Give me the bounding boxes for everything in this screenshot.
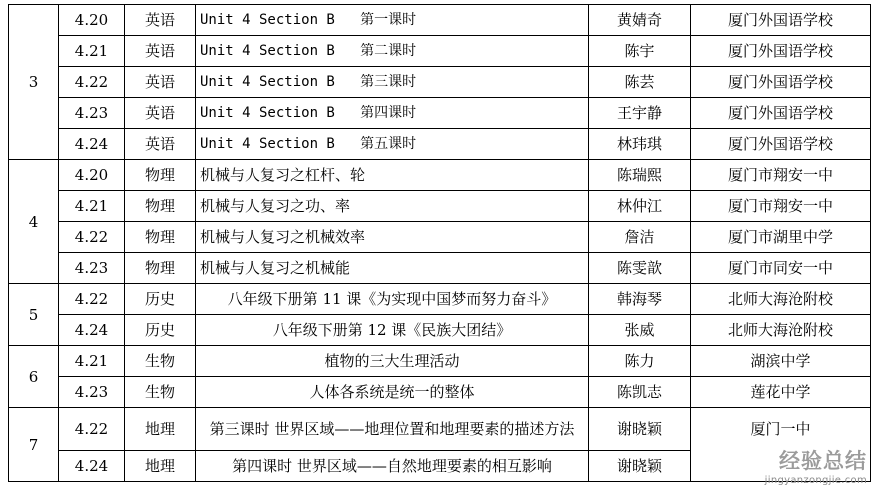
table-row	[9, 160, 871, 191]
date-cell: 4.22	[59, 408, 125, 451]
teacher-cell: 林玮琪	[589, 129, 691, 160]
subject-cell: 物理	[125, 160, 196, 191]
subject-cell: 历史	[125, 315, 196, 346]
group-number: 6	[9, 346, 59, 408]
school-cell: 厦门外国语学校	[691, 36, 871, 67]
lesson-title-cell: Unit 4 Section B 第五课时	[196, 129, 589, 160]
subject-cell: 地理	[125, 451, 196, 482]
school-cell: 厦门市同安一中	[691, 253, 871, 284]
table-row	[9, 36, 871, 67]
lesson-title-cell: 第四课时 世界区域——自然地理要素的相互影响	[196, 451, 589, 482]
school-cell: 厦门市翔安一中	[691, 191, 871, 222]
subject-cell: 英语	[125, 98, 196, 129]
teacher-cell: 陈凯志	[589, 377, 691, 408]
date-cell: 4.20	[59, 5, 125, 36]
teacher-cell: 谢晓颖	[589, 408, 691, 451]
teacher-cell: 詹洁	[589, 222, 691, 253]
school-cell: 湖滨中学	[691, 346, 871, 377]
date-cell: 4.23	[59, 253, 125, 284]
subject-cell: 历史	[125, 284, 196, 315]
date-cell: 4.21	[59, 36, 125, 67]
date-cell: 4.22	[59, 67, 125, 98]
teacher-cell: 陈力	[589, 346, 691, 377]
subject-cell: 英语	[125, 36, 196, 67]
lesson-title-cell: 机械与人复习之杠杆、轮	[196, 160, 589, 191]
subject-cell: 物理	[125, 191, 196, 222]
date-cell: 4.24	[59, 315, 125, 346]
lesson-title-cell: 机械与人复习之功、率	[196, 191, 589, 222]
teacher-cell: 陈宇	[589, 36, 691, 67]
school-cell: 莲花中学	[691, 377, 871, 408]
subject-cell: 英语	[125, 5, 196, 36]
teacher-cell: 陈雯歆	[589, 253, 691, 284]
school-cell: 厦门外国语学校	[691, 67, 871, 98]
lesson-title-cell: 第三课时 世界区域——地理位置和地理要素的描述方法	[196, 408, 589, 451]
table-row	[9, 346, 871, 377]
table-row	[9, 191, 871, 222]
lesson-title-cell: 八年级下册第 12 课《民族大团结》	[196, 315, 589, 346]
subject-cell: 物理	[125, 222, 196, 253]
table-row	[9, 67, 871, 98]
date-cell: 4.21	[59, 346, 125, 377]
table-row	[9, 222, 871, 253]
table-row	[9, 377, 871, 408]
table-row	[9, 253, 871, 284]
subject-cell: 英语	[125, 129, 196, 160]
date-cell: 4.23	[59, 377, 125, 408]
teacher-cell: 林仲江	[589, 191, 691, 222]
table-row	[9, 284, 871, 315]
date-cell: 4.24	[59, 451, 125, 482]
subject-cell: 生物	[125, 377, 196, 408]
teacher-cell: 王宇静	[589, 98, 691, 129]
school-cell: 厦门外国语学校	[691, 5, 871, 36]
school-cell: 北师大海沧附校	[691, 284, 871, 315]
teacher-cell: 谢晓颖	[589, 451, 691, 482]
lesson-title-cell: 八年级下册第 11 课《为实现中国梦而努力奋斗》	[196, 284, 589, 315]
lesson-title-cell: Unit 4 Section B 第一课时	[196, 5, 589, 36]
table-row	[9, 98, 871, 129]
subject-cell: 英语	[125, 67, 196, 98]
lesson-title-cell: Unit 4 Section B 第三课时	[196, 67, 589, 98]
date-cell: 4.21	[59, 191, 125, 222]
school-cell: 厦门外国语学校	[691, 129, 871, 160]
table-row	[9, 408, 871, 451]
watermark-url: jingyanzongjie.com	[764, 475, 867, 486]
date-cell: 4.23	[59, 98, 125, 129]
table-row	[9, 5, 871, 36]
watermark-text: 经验总结	[779, 449, 867, 473]
school-cell: 北师大海沧附校	[691, 315, 871, 346]
date-cell: 4.20	[59, 160, 125, 191]
teacher-cell: 韩海琴	[589, 284, 691, 315]
group-number: 7	[9, 408, 59, 482]
schedule-table	[8, 4, 871, 482]
group-number: 4	[9, 160, 59, 284]
lesson-title-cell: 机械与人复习之机械效率	[196, 222, 589, 253]
lesson-title-cell: Unit 4 Section B 第四课时	[196, 98, 589, 129]
group-number: 3	[9, 5, 59, 160]
table-row	[9, 315, 871, 346]
subject-cell: 生物	[125, 346, 196, 377]
date-cell: 4.22	[59, 284, 125, 315]
lesson-title-cell: 机械与人复习之机械能	[196, 253, 589, 284]
date-cell: 4.22	[59, 222, 125, 253]
subject-cell: 地理	[125, 408, 196, 451]
group-number: 5	[9, 284, 59, 346]
school-cell: 厦门一中	[691, 408, 871, 482]
teacher-cell: 陈芸	[589, 67, 691, 98]
teacher-cell: 黄婧奇	[589, 5, 691, 36]
date-cell: 4.24	[59, 129, 125, 160]
lesson-title-cell: Unit 4 Section B 第二课时	[196, 36, 589, 67]
table-row	[9, 129, 871, 160]
teacher-cell: 陈瑞熙	[589, 160, 691, 191]
school-cell: 厦门市翔安一中	[691, 160, 871, 191]
lesson-title-cell: 人体各系统是统一的整体	[196, 377, 589, 408]
teacher-cell: 张威	[589, 315, 691, 346]
subject-cell: 物理	[125, 253, 196, 284]
school-cell: 厦门外国语学校	[691, 98, 871, 129]
lesson-title-cell: 植物的三大生理活动	[196, 346, 589, 377]
school-cell: 厦门市湖里中学	[691, 222, 871, 253]
